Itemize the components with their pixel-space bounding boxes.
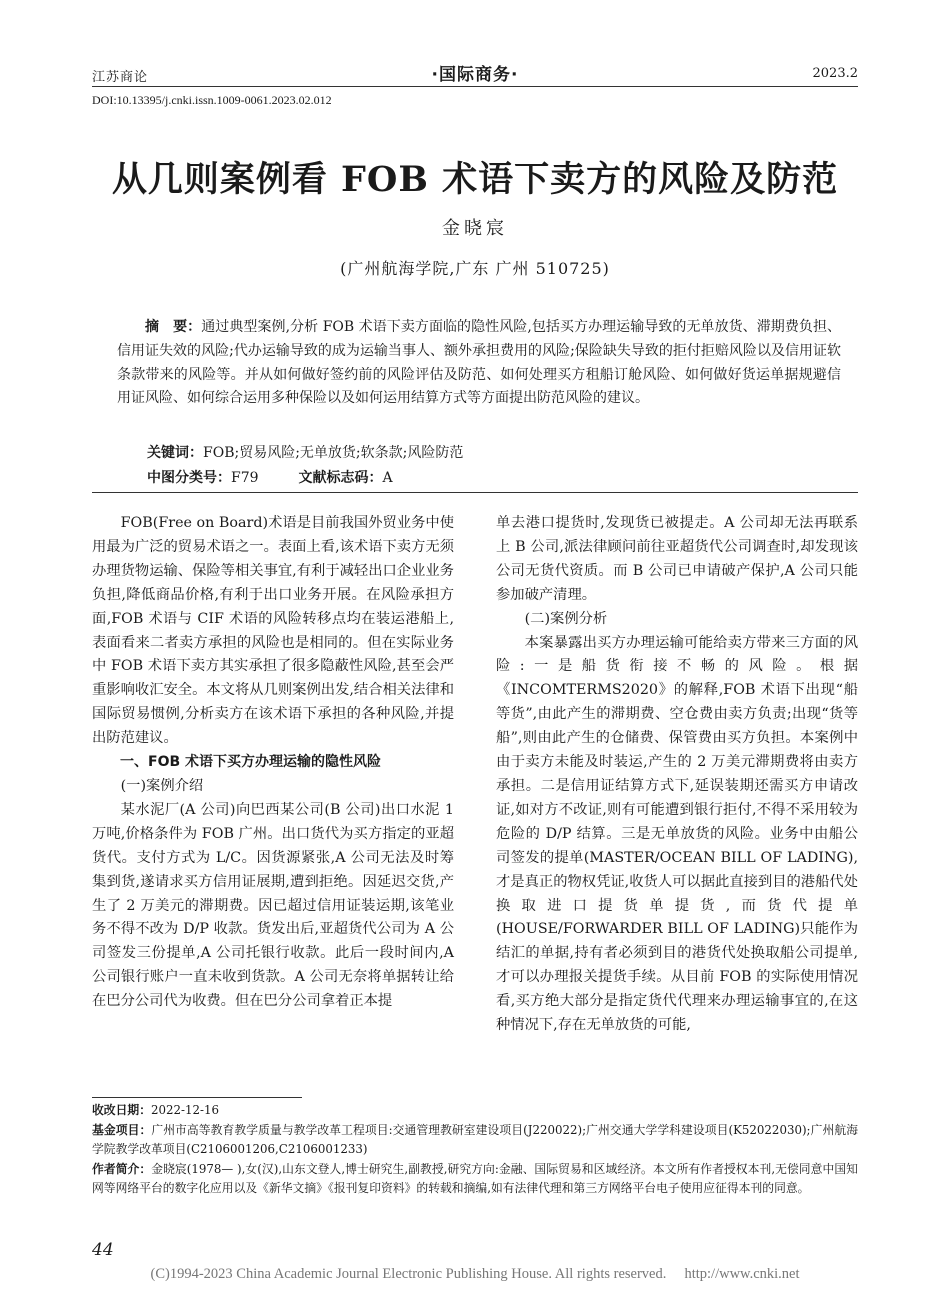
fund-label: 基金项目： bbox=[92, 1122, 152, 1137]
section-heading: 一、FOB 术语下买方办理运输的隐性风险 bbox=[120, 754, 382, 771]
clc-label: 中图分类号： bbox=[147, 470, 231, 486]
footnote-divider bbox=[92, 1097, 302, 1098]
received-value: 2022-12-16 bbox=[151, 1103, 220, 1117]
author-name: 金晓宸 bbox=[442, 218, 508, 239]
fund-value: 广州市高等教育教学质量与教学改革工程项目:交通管理教研室建设项目(J220022);广州交通大学学科建设项目(K52022030);广州航海学院教学改革项目(C2106001206,C2106001233) bbox=[92, 1122, 858, 1156]
article-title: 从几则案例看 FOB 术语下卖方的风险及防范 bbox=[111, 159, 839, 200]
analysis-paragraph: 本案暴露出买方办理运输可能给卖方带来三方面的风险:一是船货衔接不畅的风险。根据《INCOMTERMS2020》的解释,FOB 术语下出现“船等货”,由此产生的滞期费、空仓费由卖方负责;出现“货等船”,则由此产生的仓储费、保管费由买方负担。本案例中由于卖方未能及时装运,产生的 2 万美元滞期费将由卖方承担。二是信用证结算方式下,延误装期还需买方申请改证,如对方不改证,则有可能遭到银行拒付,不得不采用较为危险的 D/P 结算。三是无单放货的风险。业务中由船公司签发的提单(MASTER/OCEAN BILL OF LADING),才是真正的物权凭证,收货人可以据此直接到目的港船代处换取进口提货单提货,而货代提单(HOUSE/FORWARDER BILL OF LADING)只能作为结汇的单据,持有者必须到目的港货代处换取船公司提单,才可以办理报关提货手续。从目前 FOB 的实际使用情况看,买方绝大部分是指定货代代理来办理运输事宜的,在这种情况下,存在无单放货的可能, bbox=[496, 634, 858, 1034]
bio-label: 作者简介： bbox=[92, 1161, 152, 1176]
footnotes bbox=[92, 1101, 858, 1199]
abstract-text: 通过典型案例,分析 FOB 术语下卖方面临的隐性风险,包括买方办理运输导致的无单放货、滞期费负担、信用证失效的风险;代办运输导致的成为运输当事人、额外承担费用的风险;保险缺失导致的拒付拒赔风险以及信用证软条款带来的风险等。并从如何做好签约前的风险评估及防范、如何处理买方租船订舱风险、如何做好货运单据规避信用证风险、如何综合运用多种保险以及如何运用结算方式等方面提出防范风险的建议。 bbox=[117, 319, 842, 407]
keywords-text: FOB;贸易风险;无单放货;软条款;风险防范 bbox=[203, 445, 464, 461]
copyright-notice: (C)1994-2023 China Academic Journal Electronic Publishing House. All rights reserved. http://www.cnki.net bbox=[150, 1266, 800, 1282]
fund-info bbox=[92, 1121, 858, 1160]
abstract bbox=[117, 316, 841, 411]
abstract-label: 摘 要： bbox=[145, 319, 202, 335]
doc-code-value: A bbox=[382, 470, 393, 486]
journal-name: 江苏商论 bbox=[92, 70, 149, 85]
header-divider bbox=[92, 86, 858, 87]
left-column bbox=[92, 512, 454, 1014]
section-title: ·国际商务· bbox=[431, 65, 519, 85]
doc-code-label: 文献标志码： bbox=[298, 470, 383, 486]
keywords bbox=[147, 442, 463, 462]
author-bio bbox=[92, 1160, 858, 1199]
keywords-label: 关键词： bbox=[147, 445, 203, 461]
issue-label: 2023.2 bbox=[812, 66, 858, 81]
clc-value: F79 bbox=[231, 470, 259, 486]
case-paragraph: 某水泥厂(A 公司)向巴西某公司(B 公司)出口水泥 1 万吨,价格条件为 FOB 广州。出口货代为买方指定的亚超货代。支付方式为 L/C。因货源紧张,A 公司无法及时筹集到货,遂请求买方信用证展期,遭到拒绝。因延迟交货,产生了 2 万美元的滞期费。因已超过信用证装运期,该笔业务不得不改为 D/P 收款。货发出后,亚超货代公司为 A 公司签发三份提单,A 公司托银行收款。此后一段时间内,A 公司银行账户一直未收到货款。A 公司无奈将单据转让给在巴分公司代为收费。但在巴分公司拿着正本提 bbox=[92, 801, 454, 1010]
abstract-divider bbox=[92, 492, 858, 493]
received-date bbox=[92, 1101, 858, 1121]
right-column bbox=[496, 512, 858, 1038]
page-number: 44 bbox=[92, 1240, 114, 1260]
subsection-heading: (二)案例分析 bbox=[524, 610, 608, 627]
received-label: 收改日期： bbox=[92, 1103, 151, 1117]
classification bbox=[147, 467, 393, 487]
intro-paragraph: FOB(Free on Board)术语是目前我国外贸业务中使用最为广泛的贸易术语之一。表面上看,该术语下卖方无须办理货物运输、保险等相关事宜,有利于减轻出口企业业务负担,降低商品价格,有利于出口业务开展。在风险承担方面,FOB 术语与 CIF 术语的风险转移点均在装运港船上,表面看来二者卖方承担的风险也是相同的。但在实际业务中 FOB 术语下卖方其实承担了很多隐蔽性风险,甚至会严重影响收汇安全。本文将从几则案例出发,结合相关法律和国际贸易惯例,分析卖方在该术语下承担的各种风险,并提出防范建议。 bbox=[92, 515, 454, 747]
doi: DOI:10.13395/j.cnki.issn.1009-0061.2023.02.012 bbox=[92, 93, 332, 107]
bio-value: 金晓宸(1978— ),女(汉),山东文登人,博士研究生,副教授,研究方向:金融、国际贸易和区域经济。本文所有作者授权本刊,无偿同意中国知网等网络平台的数字化应用以及《新华文摘》《报刊复印资料》的转载和摘编,如有法律代理和第三方网络平台电子使用应征得本刊的同意。 bbox=[92, 1161, 858, 1195]
subsection-heading: (一)案例介绍 bbox=[120, 777, 204, 794]
case-paragraph-continued: 单去港口提货时,发现货已被提走。A 公司却无法再联系上 B 公司,派法律顾问前往亚超货代公司调查时,却发现该公司无货代资质。而 B 公司已申请破产保护,A 公司只能参加破产清理。 bbox=[496, 515, 858, 603]
affiliation: (广州航海学院,广东 广州 510725) bbox=[340, 259, 610, 278]
